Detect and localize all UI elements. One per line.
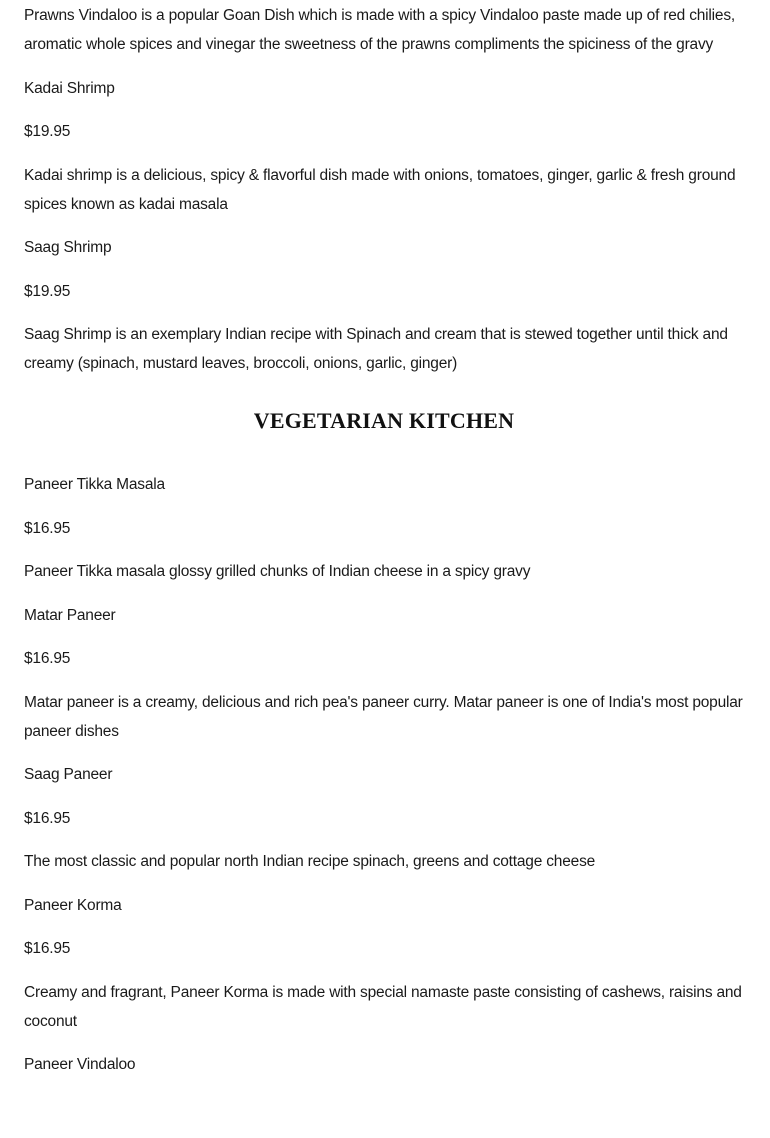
paneer-tikka-masala-name: Paneer Tikka Masala [24, 476, 165, 493]
paneer-korma-description: Creamy and fragrant, Paneer Korma is made with special namaste paste consisting of cashews, raisins and coconut [24, 983, 742, 1030]
menu-content [24, 0, 744, 1094]
matar-paneer-description: Matar paneer is a creamy, delicious and rich pea's paneer curry. Matar paneer is one of India's most popular paneer dishes [24, 693, 743, 740]
saag-paneer-name: Saag Paneer [24, 766, 113, 783]
saag-shrimp-name: Saag Shrimp [24, 239, 112, 256]
paneer-korma-price: $16.95 [24, 940, 71, 957]
vegetarian-kitchen-heading: VEGETARIAN KITCHEN [253, 408, 515, 433]
matar-paneer-name: Matar Paneer [24, 606, 116, 624]
kadai-shrimp-price: $19.95 [24, 123, 71, 140]
kadai-shrimp-description: Kadai shrimp is a delicious, spicy & flavorful dish made with onions, tomatoes, ginger, garlic & fresh ground spices known as kadai masala [24, 166, 736, 213]
paneer-tikka-masala-price: $16.95 [24, 519, 71, 537]
paneer-tikka-masala-description: Paneer Tikka masala glossy grilled chunks of Indian cheese in a spicy gravy [24, 563, 531, 580]
prawns-vindaloo-description: Prawns Vindaloo is a popular Goan Dish which is made with a spicy Vindaloo paste made up of red chilies, aromatic whole spices and vinegar the sweetness of the prawns compliments the spiciness of the gravy [24, 7, 735, 53]
paneer-vindaloo-name: Paneer Vindaloo [24, 1056, 136, 1073]
matar-paneer-price: $16.95 [24, 650, 71, 667]
saag-shrimp-price: $19.95 [24, 282, 71, 300]
kadai-shrimp-name: Kadai Shrimp [24, 79, 115, 97]
saag-shrimp-description: Saag Shrimp is an exemplary Indian recipe with Spinach and cream that is stewed together until thick and creamy (spinach, mustard leaves, broccoli, onions, garlic, ginger) [24, 326, 728, 372]
paneer-korma-name: Paneer Korma [24, 896, 122, 914]
saag-paneer-description: The most classic and popular north Indian recipe spinach, greens and cottage cheese [24, 853, 596, 870]
saag-paneer-price: $16.95 [24, 809, 71, 827]
